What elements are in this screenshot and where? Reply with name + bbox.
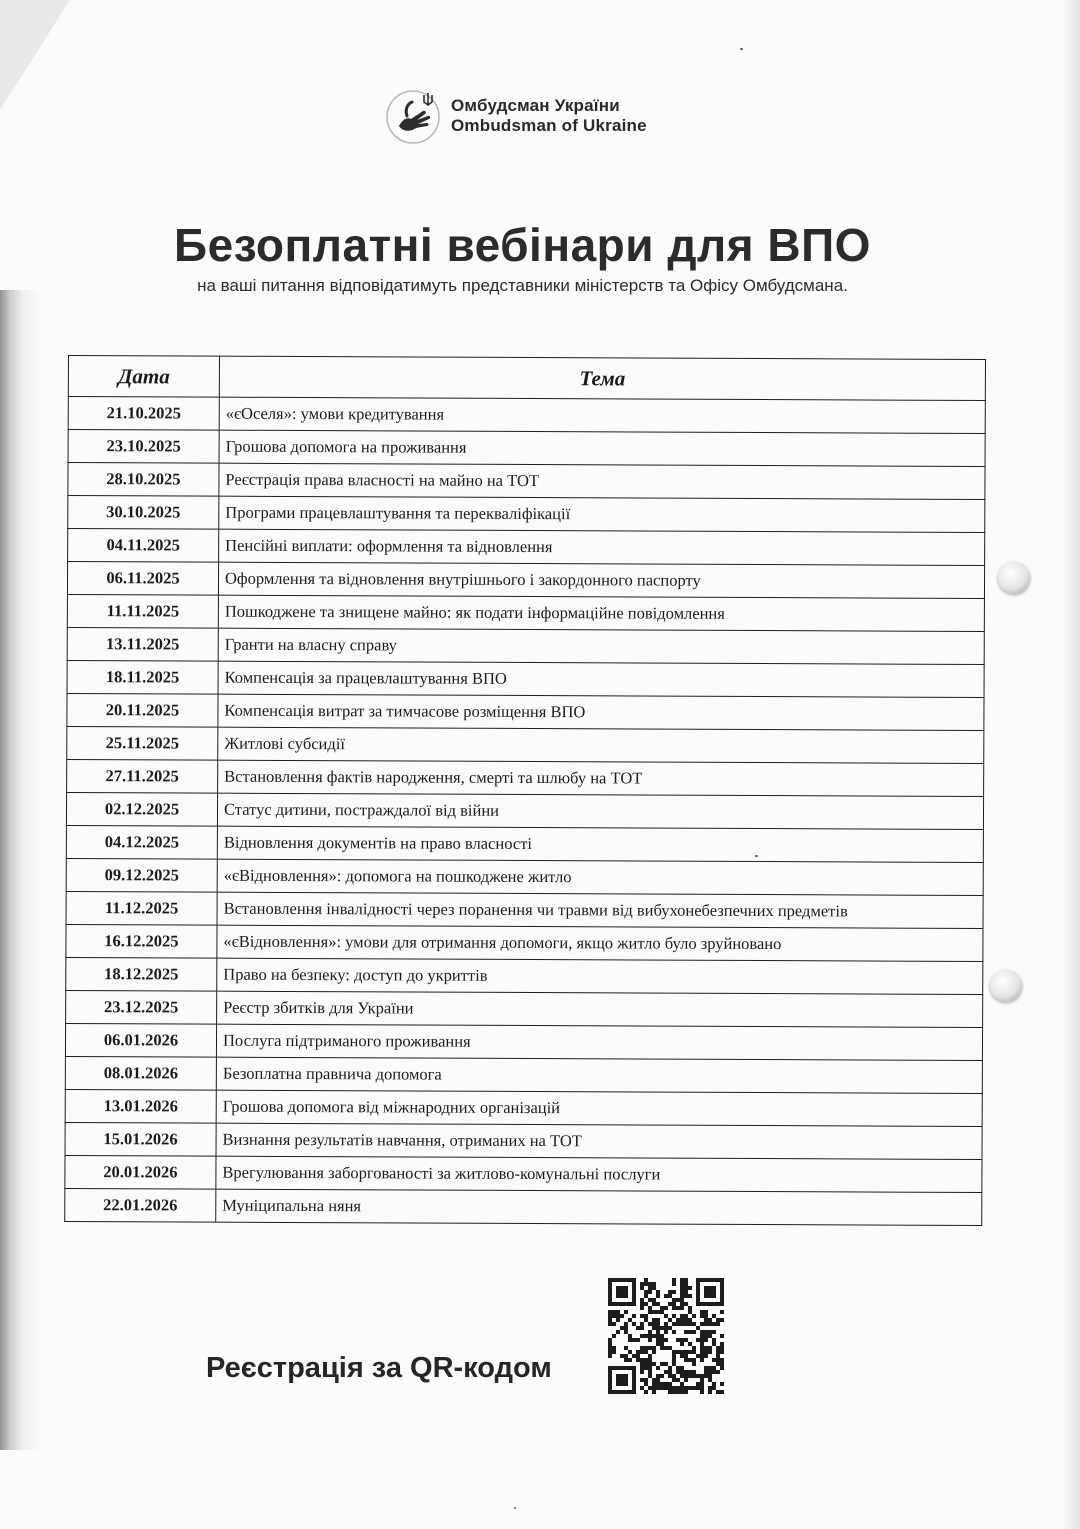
table-row	[67, 759, 984, 796]
row-date: 18.11.2025	[67, 660, 218, 694]
row-topic: Встановлення фактів народження, смерті та шлюбу на ТОТ	[218, 760, 984, 796]
scan-speck	[755, 855, 758, 857]
table-row	[68, 397, 985, 434]
table-row	[66, 825, 983, 862]
scan-speck	[514, 1507, 516, 1509]
row-date: 02.12.2025	[66, 792, 217, 826]
table-row	[66, 792, 983, 829]
row-date: 30.10.2025	[68, 496, 219, 530]
page-title: Безоплатні вебінари для ВПО	[174, 219, 871, 271]
row-topic: Реєстрація права власності на майно на ТОТ	[219, 463, 985, 499]
row-topic: Компенсація за працевлаштування ВПО	[218, 661, 984, 697]
row-date: 25.11.2025	[67, 726, 218, 760]
row-topic: Грошова допомога на проживання	[219, 430, 985, 466]
date-column-header: Дата	[68, 356, 219, 398]
row-date: 11.11.2025	[67, 594, 218, 628]
row-topic: Пошкоджене та знищене майно: як подати інформаційне повідомлення	[218, 595, 984, 631]
row-topic: Право на безпеку: доступ до укриттів	[217, 958, 983, 994]
punch-hole	[998, 562, 1030, 594]
row-date: 06.01.2026	[65, 1023, 216, 1057]
folded-corner	[0, 0, 70, 110]
row-topic: Визнання результатів навчання, отриманих на ТОТ	[216, 1123, 982, 1159]
table-row	[65, 1023, 982, 1060]
row-topic: Грошова допомога від міжнародних організацій	[216, 1090, 982, 1126]
table-header-row	[68, 356, 985, 401]
logo-name-en: Ombudsman of Ukraine	[451, 116, 647, 135]
row-topic: Муніципальна няня	[216, 1189, 982, 1225]
row-topic: Відновлення документів на право власності	[217, 826, 983, 862]
table-row	[68, 496, 985, 533]
row-topic: Встановлення інвалідності через поранення чи травми від вибухонебезпечних предметів	[217, 892, 983, 928]
table-row	[65, 1155, 982, 1192]
table-row	[66, 924, 983, 961]
row-date: 23.12.2025	[66, 990, 217, 1024]
webinar-schedule-table	[64, 355, 986, 1226]
table-row	[67, 660, 984, 697]
table-row	[68, 529, 985, 566]
row-topic: Врегулювання заборгованості за житлово-комунальні послуги	[216, 1156, 982, 1192]
table-row	[66, 990, 983, 1027]
punch-hole	[990, 970, 1022, 1002]
table-row	[67, 562, 984, 599]
row-date: 20.11.2025	[67, 693, 218, 727]
table-row	[65, 1089, 982, 1126]
table-row	[67, 693, 984, 730]
row-date: 06.11.2025	[67, 562, 218, 596]
page-subtitle: на ваші питання відповідатимуть представники міністерств та Офісу Омбудсмана.	[197, 276, 848, 295]
row-topic: Оформлення та відновлення внутрішнього і закордонного паспорту	[218, 562, 984, 598]
row-date: 23.10.2025	[68, 430, 219, 464]
ombudsman-hand-trident-icon	[383, 86, 443, 146]
scan-right-edge	[1062, 0, 1080, 1529]
row-date: 16.12.2025	[66, 924, 217, 958]
table-body	[65, 397, 986, 1226]
row-date: 18.12.2025	[66, 957, 217, 991]
row-date: 04.11.2025	[68, 529, 219, 563]
row-date: 08.01.2026	[65, 1056, 216, 1090]
qr-code-icon[interactable]	[608, 1278, 724, 1394]
registration-text: Реєстрація за QR-кодом	[206, 1352, 552, 1384]
row-topic: Програми працевлаштування та перекваліфікації	[219, 496, 985, 532]
row-topic: Безоплатна правнича допомога	[216, 1057, 982, 1093]
row-topic: «єВідновлення»: умови для отримання допомоги, якщо житло було зруйновано	[217, 925, 983, 961]
table-row	[67, 627, 984, 664]
row-topic: Гранти на власну справу	[218, 628, 984, 664]
row-date: 28.10.2025	[68, 463, 219, 497]
row-date: 21.10.2025	[68, 397, 219, 431]
row-topic: Компенсація витрат за тимчасове розміщення ВПО	[218, 694, 984, 730]
row-date: 04.12.2025	[66, 825, 217, 859]
row-topic: «єОселя»: умови кредитування	[219, 397, 985, 433]
table-row	[66, 957, 983, 994]
row-date: 11.12.2025	[66, 891, 217, 925]
row-date: 13.11.2025	[67, 627, 218, 661]
row-date: 15.01.2026	[65, 1122, 216, 1156]
scan-edge-shadow	[0, 290, 40, 1450]
logo-name-uk: Омбудсман України	[451, 96, 620, 115]
row-topic: «єВідновлення»: допомога на пошкоджене житло	[217, 859, 983, 895]
table-row	[66, 891, 983, 928]
ombudsman-logo	[383, 86, 647, 146]
row-topic: Послуга підтриманого проживання	[216, 1024, 982, 1060]
table-row	[66, 858, 983, 895]
row-topic: Статус дитини, постраждалої від війни	[217, 793, 983, 829]
row-date: 22.01.2026	[65, 1188, 216, 1222]
table-row	[65, 1188, 982, 1225]
scan-speck	[740, 48, 743, 50]
row-date: 20.01.2026	[65, 1155, 216, 1189]
table-row	[65, 1122, 982, 1159]
row-date: 27.11.2025	[67, 759, 218, 793]
row-date: 09.12.2025	[66, 858, 217, 892]
topic-column-header: Тема	[219, 356, 985, 400]
table-row	[65, 1056, 982, 1093]
row-topic: Пенсійні виплати: оформлення та відновлення	[219, 529, 985, 565]
row-topic: Житлові субсидії	[218, 727, 984, 763]
row-date: 13.01.2026	[65, 1089, 216, 1123]
row-topic: Реєстр збитків для України	[217, 991, 983, 1027]
table-row	[67, 726, 984, 763]
table-row	[68, 430, 985, 467]
table-row	[68, 463, 985, 500]
table-row	[67, 594, 984, 631]
